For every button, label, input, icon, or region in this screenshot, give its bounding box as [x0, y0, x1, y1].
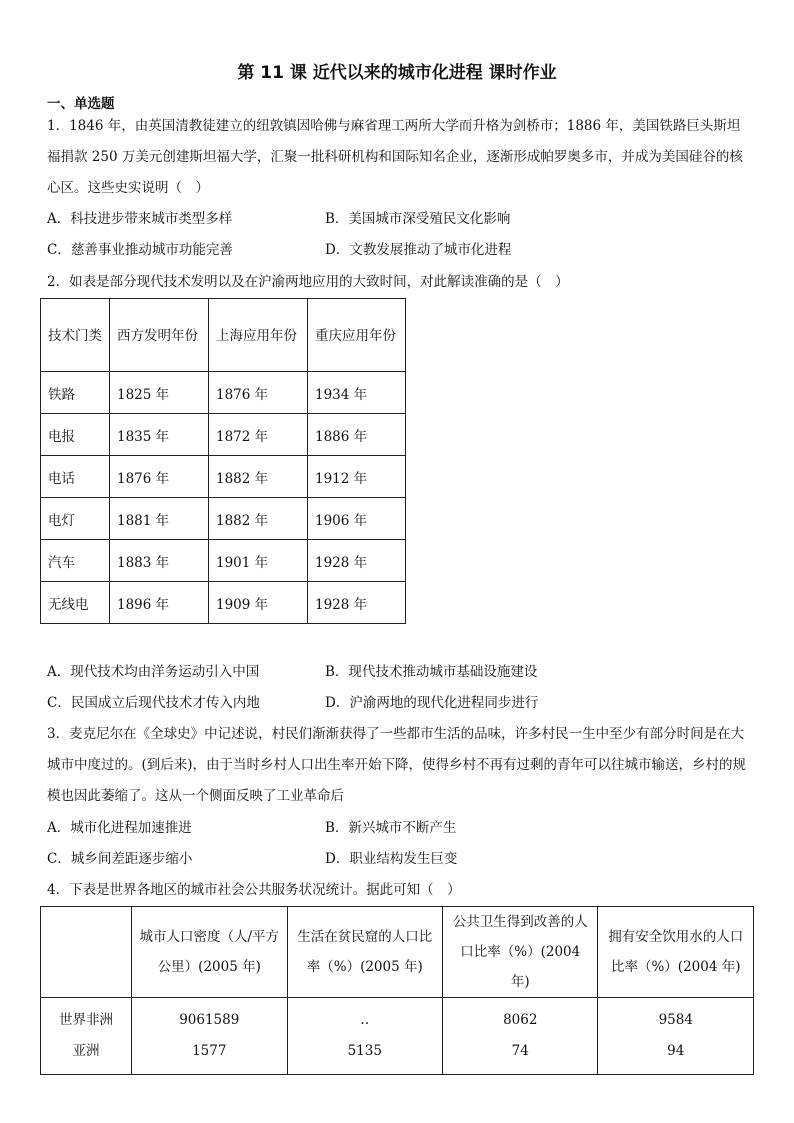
- table-header-cell: 拥有安全饮用水的人口比率（%）(2004 年): [598, 907, 754, 998]
- cell-value: 5135: [347, 1043, 382, 1059]
- table-cell: [287, 998, 442, 1075]
- table-cell: 1928 年: [308, 582, 406, 624]
- table-row: [41, 456, 406, 498]
- table-cell: 1934 年: [308, 372, 406, 414]
- table-cell: [132, 998, 287, 1075]
- table-header-cell: 生活在贫民窟的人口比率（%）(2005 年): [287, 907, 442, 998]
- table-cell: 铁路: [41, 372, 110, 414]
- question-3-options: [47, 813, 753, 875]
- option-d[interactable]: D．职业结构发生巨变: [325, 851, 458, 867]
- table-cell: 1906 年: [308, 498, 406, 540]
- question-2-options: [47, 657, 753, 719]
- table-header-cell: [41, 907, 132, 998]
- table-cell: [443, 998, 598, 1075]
- section-heading: 一、单选题: [47, 96, 115, 112]
- table-header-row: [41, 907, 754, 998]
- table-cell: 1928 年: [308, 540, 406, 582]
- table-cell: 1883 年: [110, 540, 209, 582]
- table-header-cell: 城市人口密度（人/平方公里）(2005 年): [132, 907, 287, 998]
- region-cell: [41, 998, 132, 1075]
- table-row: [41, 998, 754, 1075]
- public-service-table: [40, 906, 754, 1075]
- table-row: [41, 582, 406, 624]
- table-cell: 电话: [41, 456, 110, 498]
- table-header-row: [41, 299, 406, 372]
- table-header-cell: 上海应用年份: [209, 299, 308, 372]
- option-c[interactable]: C．慈善事业推动城市功能完善: [47, 242, 233, 258]
- question-1-stem: 1．1846 年，由英国清教徒建立的纽敦镇因哈佛与麻省理工两所大学而升格为剑桥市；1886 年，美国铁路巨头斯坦福捐款 250 万美元创建斯坦福大学，汇聚一批科研机构和国际知名企业，逐渐形成帕罗奥多市，并成为美国硅谷的核心区。这些史实说明（ ）: [47, 118, 743, 196]
- question-3-stem: 3．麦克尼尔在《全球史》中记述说，村民们渐渐获得了一些都市生活的品味，许多村民一生中至少有部分时间是在大城市中度过的。(到后来)，由于当时乡村人口出生率开始下降，使得乡村不再有过剩的青年可以往城市输送，乡村的规模也因此萎缩了。这从一个侧面反映了工业革命后: [47, 726, 747, 804]
- table-cell: 电报: [41, 414, 110, 456]
- option-a[interactable]: A．现代技术均由洋务运动引入中国: [47, 664, 260, 680]
- table-cell: 1886 年: [308, 414, 406, 456]
- table-row: [41, 540, 406, 582]
- table-cell: 无线电: [41, 582, 110, 624]
- question-1-options: [47, 204, 753, 266]
- option-a[interactable]: A．城市化进程加速推进: [47, 820, 192, 836]
- table-header-cell: 技术门类: [41, 299, 110, 372]
- tech-table: [40, 298, 406, 624]
- table-cell: 1882 年: [209, 498, 308, 540]
- region-label: 亚洲: [72, 1043, 100, 1059]
- option-b[interactable]: B．现代技术推动城市基础设施建设: [325, 664, 538, 680]
- table-header-cell: 公共卫生得到改善的人口比率（%）(2004 年): [443, 907, 598, 998]
- table-cell: 1901 年: [209, 540, 308, 582]
- table-cell: 1835 年: [110, 414, 209, 456]
- option-d[interactable]: D．沪渝两地的现代化进程同步进行: [325, 695, 539, 711]
- table-cell: 1909 年: [209, 582, 308, 624]
- table-header-cell: 重庆应用年份: [308, 299, 406, 372]
- table-cell: [598, 998, 754, 1075]
- table-cell: 汽车: [41, 540, 110, 582]
- option-a[interactable]: A．科技进步带来城市类型多样: [47, 211, 233, 227]
- cell-value: 9584: [658, 1012, 693, 1028]
- question-2-stem: 2．如表是部分现代技术发明以及在沪渝两地应用的大致时间，对此解读准确的是（ ）: [47, 274, 569, 290]
- option-b[interactable]: B．新兴城市不断产生: [325, 820, 457, 836]
- question-4-stem: 4．下表是世界各地区的城市社会公共服务状况统计。据此可知（ ）: [47, 882, 461, 898]
- table-cell: 1872 年: [209, 414, 308, 456]
- table-cell: 1912 年: [308, 456, 406, 498]
- table-cell: 1882 年: [209, 456, 308, 498]
- table-cell: 1896 年: [110, 582, 209, 624]
- option-c[interactable]: C．民国成立后现代技术才传入内地: [47, 695, 260, 711]
- table-header-cell: 西方发明年份: [110, 299, 209, 372]
- cell-value: 74: [511, 1043, 529, 1059]
- table-row: [41, 414, 406, 456]
- cell-value: 94: [667, 1043, 685, 1059]
- table-row: [41, 498, 406, 540]
- table-row: [41, 372, 406, 414]
- option-d[interactable]: D．文教发展推动了城市化进程: [325, 242, 512, 258]
- cell-value: ‥: [360, 1012, 370, 1028]
- table-cell: 1881 年: [110, 498, 209, 540]
- option-b[interactable]: B．美国城市深受殖民文化影响: [325, 211, 511, 227]
- page-title: 第 11 课 近代以来的城市化进程 课时作业: [237, 63, 557, 83]
- table-cell: 电灯: [41, 498, 110, 540]
- option-c[interactable]: C．城乡间差距逐步缩小: [47, 851, 193, 867]
- cell-value: 9061589: [179, 1012, 240, 1028]
- table-cell: 1876 年: [209, 372, 308, 414]
- cell-value: 1577: [192, 1043, 227, 1059]
- table-cell: 1825 年: [110, 372, 209, 414]
- region-label: 世界非洲: [59, 1012, 114, 1028]
- cell-value: 8062: [503, 1012, 538, 1028]
- table-cell: 1876 年: [110, 456, 209, 498]
